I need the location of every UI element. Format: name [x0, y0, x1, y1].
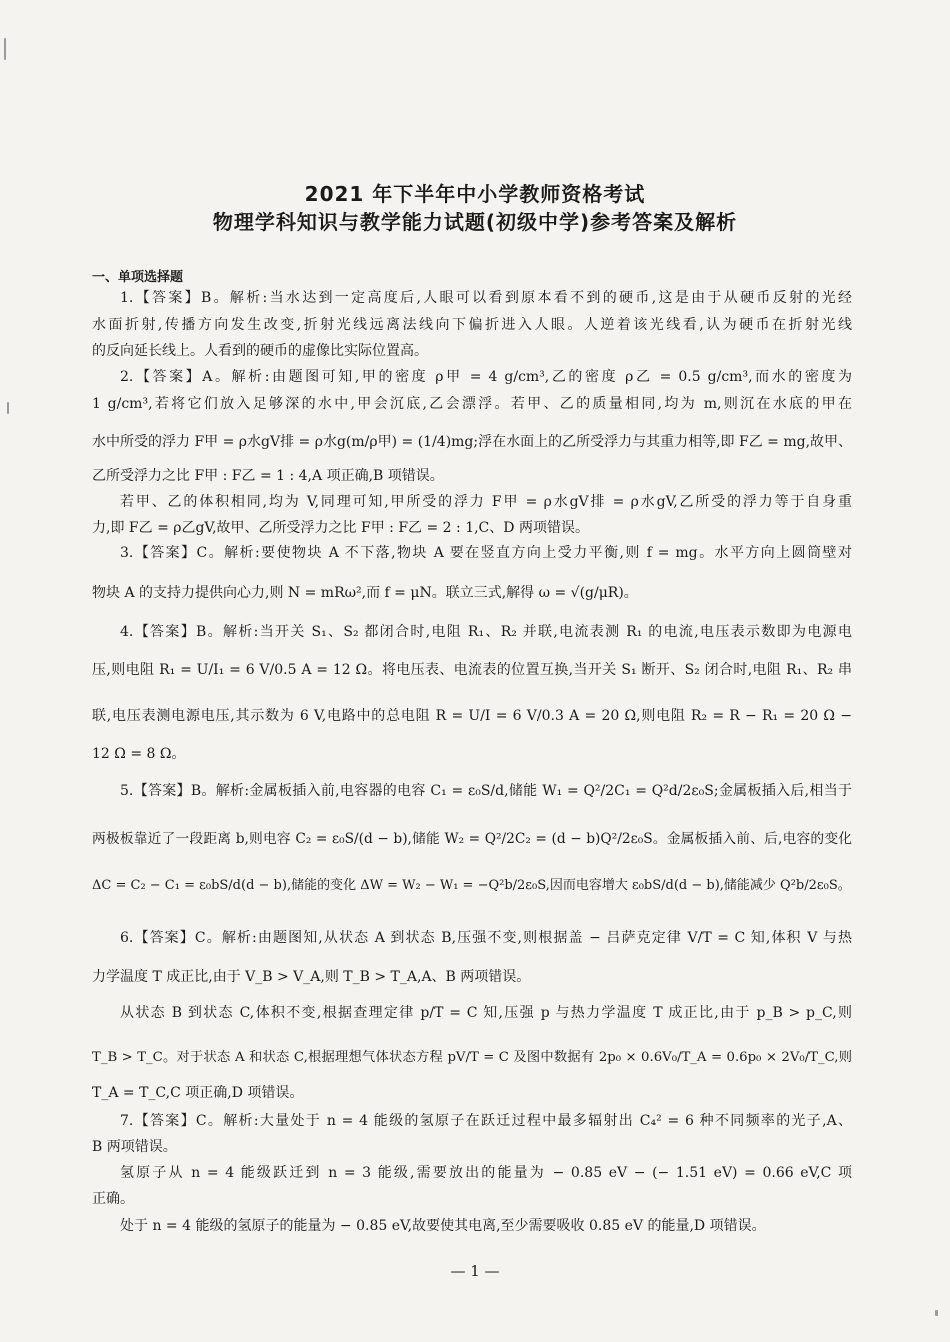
scan-speck: [935, 1310, 938, 1316]
q3-text-line: 物块 A 的支持力提供向心力,则 N = mRω²,而 f = μN。联立三式,解得 ω = √(g/μR)。: [92, 585, 638, 601]
q6-text-line: 力学温度 T 成正比,由于 V_B > V_A,则 T_B > T_A,A、B 两项错误。: [92, 969, 531, 985]
q2-text-line: 1 g/cm³,若将它们放入足够深的水中,甲会沉底,乙会漂浮。若甲、乙的质量相同,均为 m,则沉在水底的甲在: [92, 396, 852, 412]
q7-text-line: 氢原子从 n = 4 能级跃迁到 n = 3 能级,需要放出的能量为 − 0.85 eV − (− 1.51 eV) = 0.66 eV,C 项: [120, 1165, 852, 1181]
q5-text-line: 两极板靠近了一段距离 b,则电容 C₂ = ε₀S/(d − b),储能 W₂ = Q²/2C₂ = (d − b)Q²/2ε₀S。金属板插入前、后,电容的变化: [92, 831, 852, 847]
q6-text-line: T_A = T_C,C 项正确,D 项错误。: [92, 1085, 304, 1101]
q7-answer-line: 7.【答案】C。解析:大量处于 n = 4 能级的氢原子在跃迁过程中最多辐射出 C₄² = 6 种不同频率的光子,A、: [120, 1113, 852, 1129]
q1-answer-line: 1.【答案】B。解析:当水达到一定高度后,人眼可以看到原本看不到的硬币,这是由于从硬币反射的光经: [120, 290, 852, 306]
q2-text-line: 若甲、乙的体积相同,均为 V,同理可知,甲所受的浮力 F甲 = ρ水gV排 = ρ水gV,乙所受的浮力等于自身重: [120, 494, 852, 510]
scan-speck: [4, 38, 6, 60]
q1-text-line: 水面折射,传播方向发生改变,折射光线远离法线向下偏折进入人眼。人逆着该光线看,认为硬币在折射光线: [92, 317, 852, 333]
q2-answer-line: 2.【答案】A。解析:由题图可知,甲的密度 ρ甲 = 4 g/cm³,乙的密度 ρ乙 = 0.5 g/cm³,而水的密度为: [120, 369, 852, 385]
section-heading: 一、单项选择题: [92, 270, 184, 285]
q2-text-line: 水中所受的浮力 F甲 = ρ水gV排 = ρ水g(m/ρ甲) = (1/4)mg;浮在水面上的乙所受浮力与其重力相等,即 F乙 = mg,故甲、: [92, 434, 852, 450]
q5-answer-line: 5.【答案】B。解析:金属板插入前,电容器的电容 C₁ = ε₀S/d,储能 W₁ = Q²/2C₁ = Q²d/2ε₀S;金属板插入后,相当于: [120, 783, 852, 799]
q2-text-line: 力,即 F乙 = ρ乙gV,故甲、乙所受浮力之比 F甲 : F乙 = 2 : 1,C、D 两项错误。: [92, 520, 589, 536]
q4-text-line: 压,则电阻 R₁ = U/I₁ = 6 V/0.5 A = 12 Ω。将电压表、电流表的位置互换,当开关 S₁ 断开、S₂ 闭合时,电阻 R₁、R₂ 串: [92, 662, 852, 678]
document-title: 2021 年下半年中小学教师资格考试: [304, 182, 646, 206]
q6-answer-line: 6.【答案】C。解析:由题图知,从状态 A 到状态 B,压强不变,则根据盖 − 吕萨克定律 V/T = C 知,体积 V 与热: [120, 930, 852, 946]
q6-text-line: T_B > T_C。对于状态 A 和状态 C,根据理想气体状态方程 pV/T = C 及图中数据有 2p₀ × 0.6V₀/T_A = 0.6p₀ × 2V₀/T_C,则: [92, 1050, 852, 1065]
document-subtitle: 物理学科知识与教学能力试题(初级中学)参考答案及解析: [212, 210, 738, 234]
q4-answer-line: 4.【答案】B。解析:当开关 S₁、S₂ 都闭合时,电阻 R₁、R₂ 并联,电流表测 R₁ 的电流,电压表示数即为电源电: [120, 624, 852, 640]
page-number: — 1 —: [450, 1262, 500, 1280]
q2-text-line: 乙所受浮力之比 F甲 : F乙 = 1 : 4,A 项正确,B 项错误。: [92, 468, 444, 484]
q7-text-line: 处于 n = 4 能级的氢原子的能量为 − 0.85 eV,故要使其电离,至少需要吸收 0.85 eV 的能量,D 项错误。: [120, 1218, 766, 1234]
q7-text-line: 正确。: [92, 1191, 134, 1207]
q5-text-line: ΔC = C₂ − C₁ = ε₀bS/d(d − b),储能的变化 ΔW = W₂ − W₁ = −Q²b/2ε₀S,因而电容增大 ε₀bS/d(d − b),储能减少 Q²b/2ε₀S。: [92, 878, 851, 893]
scan-speck: [7, 402, 9, 414]
q4-text-line: 联,电压表测电源电压,其示数为 6 V,电路中的总电阻 R = U/I = 6 V/0.3 A = 20 Ω,则电阻 R₂ = R − R₁ = 20 Ω −: [92, 708, 852, 724]
q3-answer-line: 3.【答案】C。解析:要使物块 A 不下落,物块 A 要在竖直方向上受力平衡,则 f = mg。水平方向上圆筒壁对: [120, 545, 852, 561]
q1-text-line: 的反向延长线上。人看到的硬币的虚像比实际位置高。: [92, 343, 428, 359]
q4-text-line: 12 Ω = 8 Ω。: [92, 746, 186, 762]
q7-text-line: B 两项错误。: [92, 1139, 177, 1155]
q6-text-line: 从状态 B 到状态 C,体积不变,根据查理定律 p/T = C 知,压强 p 与热力学温度 T 成正比,由于 p_B > p_C,则: [120, 1005, 852, 1021]
